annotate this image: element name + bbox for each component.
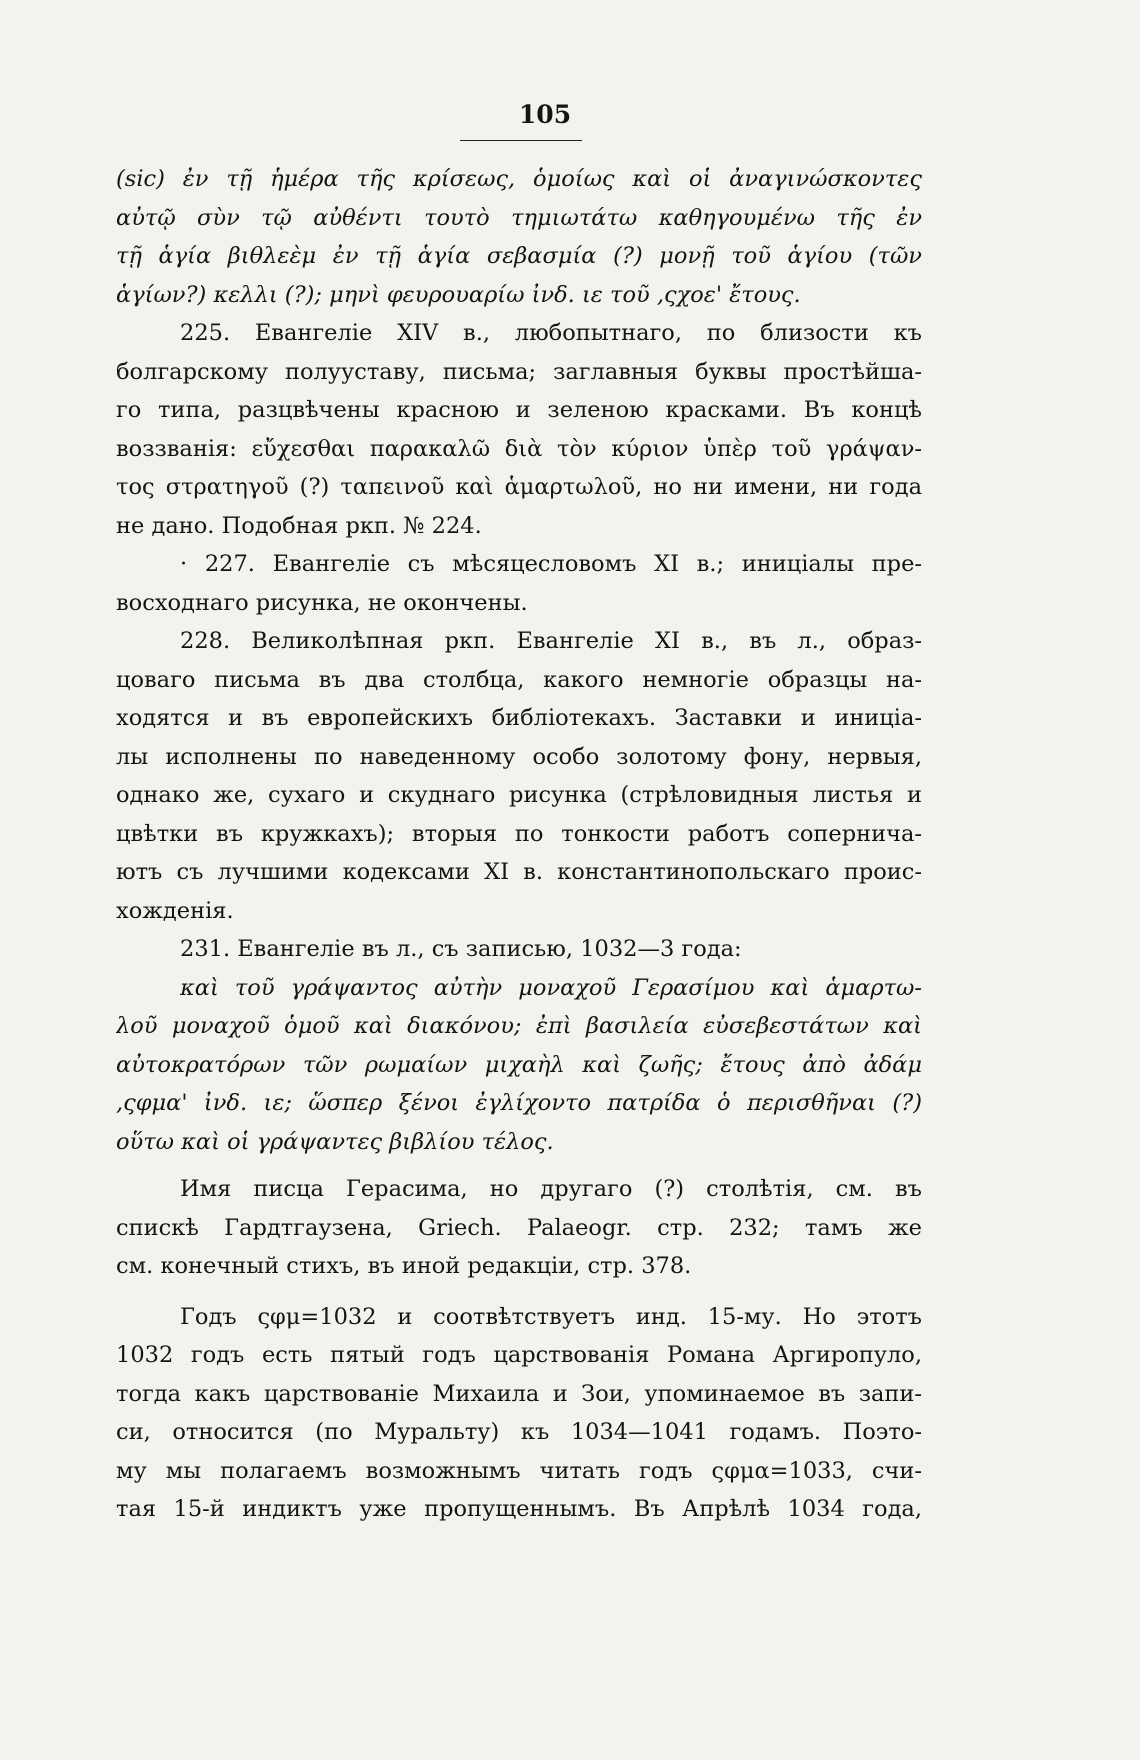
- body-text: [116, 160, 922, 1529]
- text-line: тогда какъ царствованіе Михаила и Зои, упоминаемое въ запи-: [116, 1380, 922, 1407]
- text-line: восходнаго рисунка, не окончены.: [116, 589, 528, 616]
- text-line: ἁγίων?) κελλι (?); μηνὶ φευρουαρίω ἰνδ. ιε τοῦ ,ςχοε' ἔτους.: [116, 281, 801, 308]
- text-line: 228. Великолѣпная ркп. Евангеліе XI в., въ л., образ-: [180, 628, 922, 654]
- text-line: · 227. Евангеліе съ мѣсяцесловомъ XI в.; иниціалы пре-: [180, 551, 922, 577]
- text-line: 225. Евангеліе XIV в., любопытнаго, по близости къ: [180, 320, 922, 346]
- page-number: 105: [518, 100, 572, 129]
- text-line: болгарскому полууставу, письма; заглавныя буквы простѣйша-: [116, 358, 922, 385]
- text-line: ,ςφμα' ἰνδ. ιε; ὥσπερ ξένοι ἐγλίχοντο πατρίδα ὁ περισθῆναι (?): [116, 1090, 922, 1116]
- text-line: αὐτοκρατόρων τῶν ρωμαίων μιχαὴλ καὶ ζωῆς; ἔτους ἀπὸ ἀδάμ: [116, 1051, 922, 1078]
- text-line: не дано. Подобная ркп. № 224.: [116, 512, 482, 539]
- text-line: см. конечный стихъ, въ иной редакціи, стр. 378.: [116, 1253, 692, 1279]
- text-line: цоваго письма въ два столбца, какого немногіе образцы на-: [116, 666, 922, 693]
- text-line: Годъ ςφμ=1032 и соотвѣтствуетъ инд. 15-му. Но этотъ: [180, 1303, 922, 1330]
- text-line: τος στρατηγοῦ (?) ταπεινοῦ καὶ ἁμαρτωλοῦ, но ни имени, ни года: [116, 474, 922, 500]
- text-line: однако же, сухаго и скуднаго рисунка (стрѣловидныя листья и: [116, 782, 922, 808]
- header-rule: [460, 140, 582, 141]
- text-line: воззванія: εὔχεσθαι παρακαλῶ διὰ τὸν κύριον ὑπὲρ τοῦ γράψαν-: [116, 435, 922, 462]
- text-line: лы исполнены по наведенному особо золотому фону, нервыя,: [116, 743, 922, 770]
- text-line: спискѣ Гардтгаузена, Griech. Palaeogr. стр. 232; тамъ же: [116, 1214, 922, 1241]
- text-line: 1032 годъ есть пятый годъ царствованія Романа Аргиропуло,: [116, 1342, 922, 1368]
- text-line: (sic) ἐν τῇ ἡμέρα τῆς κρίσεως, ὁμοίως καὶ οἱ ἀναγινώσκοντες: [116, 166, 922, 192]
- text-line: λοῦ μοναχοῦ ὁμοῦ καὶ διακόνου; ἐπὶ βασιλεία εὐσεβεστάτων καὶ: [116, 1013, 922, 1039]
- text-line: ютъ съ лучшими кодексами XI в. константинопольскаго проис-: [116, 859, 922, 885]
- text-line: тая 15-й индиктъ уже пропущеннымъ. Въ Апрѣлѣ 1034 года,: [116, 1496, 922, 1522]
- text-line: καὶ τοῦ γράψαντος αὐτὴν μοναχοῦ Γερασίμου καὶ ἁμαρτω-: [180, 974, 922, 1001]
- text-line: 231. Евангеліе въ л., съ записью, 1032—3 года:: [180, 936, 742, 962]
- text-line: αὐτῷ σὺν τῷ αὐθέντι τουτὸ τημιωτάτω καθηγουμένω τῆς ἐν: [116, 204, 922, 231]
- text-line: цвѣтки въ кружкахъ); вторыя по тонкости работъ сопернича-: [116, 820, 922, 847]
- text-line: си, относится (по Муральту) къ 1034—1041 годамъ. Поэто-: [116, 1419, 922, 1445]
- text-line: Имя писца Герасима, но другаго (?) столѣтія, см. въ: [180, 1176, 922, 1202]
- text-line: хожденія.: [116, 897, 234, 924]
- text-line: ходятся и въ европейскихъ библіотекахъ. Заставки и иниціа-: [116, 705, 922, 731]
- text-line: τῇ ἁγία βιθλεὲμ ἐν τῇ ἁγία σεβασμία (?) μονῇ τοῦ ἁγίου (τῶν: [116, 243, 922, 269]
- text-line: го типа, разцвѣчены красною и зеленою красками. Въ концѣ: [116, 397, 922, 423]
- text-line: му мы полагаемъ возможнымъ читать годъ ςφμα=1033, счи-: [116, 1457, 922, 1484]
- text-line: οὕτω καὶ οἱ γράψαντες βιβλίου τέλος.: [116, 1128, 554, 1155]
